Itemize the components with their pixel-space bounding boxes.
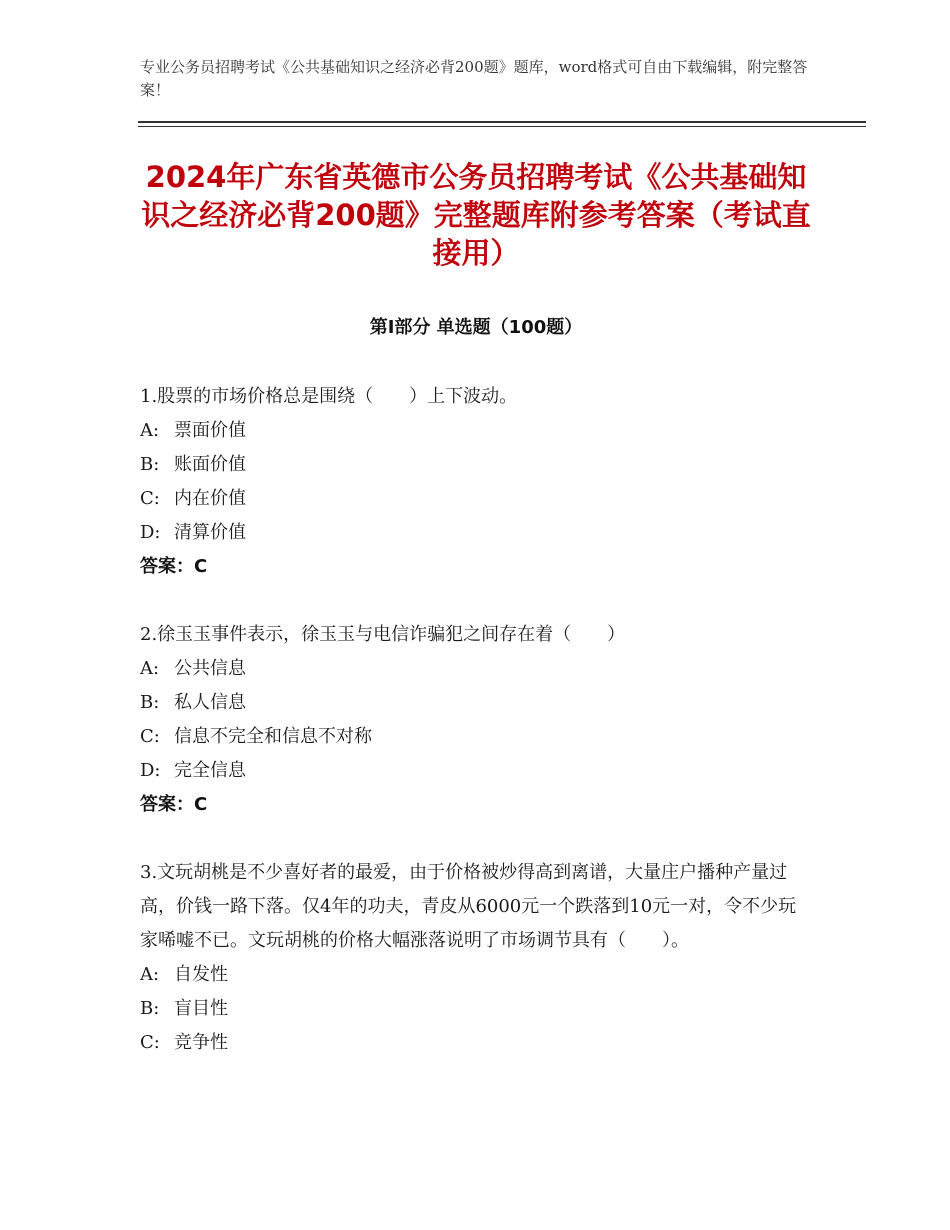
option-letter: A:: [140, 420, 160, 441]
option-letter: C:: [140, 1032, 160, 1053]
question-1: [140, 380, 812, 584]
option-letter: D:: [140, 522, 161, 543]
header-rule-thick: [138, 121, 866, 123]
option-b: [140, 686, 812, 720]
option-text: 完全信息: [174, 760, 246, 781]
header-note: 专业公务员招聘考试《公共基础知识之经济必背200题》题库，word格式可自由下载编辑，附完整答案！: [140, 58, 808, 99]
option-c: [140, 482, 812, 516]
option-text: 盲目性: [174, 998, 228, 1019]
option-letter: C:: [140, 726, 160, 747]
option-c: [140, 1026, 812, 1060]
option-letter: B:: [140, 998, 160, 1019]
header-rule-thin: [138, 126, 866, 127]
option-b: [140, 448, 812, 482]
answer: 答案：C: [140, 794, 208, 815]
option-text: 私人信息: [174, 692, 246, 713]
option-a: [140, 958, 812, 992]
option-c: [140, 720, 812, 754]
question-stem: 1.股票的市场价格总是围绕（ ）上下波动。: [140, 386, 518, 407]
option-text: 公共信息: [174, 658, 246, 679]
document-title: 2024年广东省英德市公务员招聘考试《公共基础知识之经济必背200题》完整题库附参考答案（考试直接用）: [141, 160, 811, 270]
option-d: [140, 516, 812, 550]
option-text: 自发性: [174, 964, 228, 985]
option-text: 票面价值: [174, 420, 246, 441]
option-a: [140, 652, 812, 686]
option-text: 账面价值: [174, 454, 246, 475]
option-a: [140, 414, 812, 448]
option-letter: C:: [140, 488, 160, 509]
option-b: [140, 992, 812, 1026]
option-text: 竞争性: [174, 1032, 228, 1053]
option-letter: B:: [140, 692, 160, 713]
option-letter: A:: [140, 964, 160, 985]
question-3: [140, 856, 812, 1060]
question-2: [140, 618, 812, 822]
option-d: [140, 754, 812, 788]
option-letter: A:: [140, 658, 160, 679]
option-text: 清算价值: [174, 522, 246, 543]
question-stem: 2.徐玉玉事件表示，徐玉玉与电信诈骗犯之间存在着（ ）: [140, 624, 626, 645]
question-stem: 3.文玩胡桃是不少喜好者的最爱，由于价格被炒得高到离谱，大量庄户播种产量过高，价钱一路下落。仅4年的功夫，青皮从6000元一个跌落到10元一对，令不少玩家唏嘘不已。文玩胡桃的价格大幅涨落说明了市场调节具有（ ）。: [140, 862, 797, 951]
section-heading: 第Ⅰ部分 单选题（100题）: [369, 317, 583, 338]
option-letter: B:: [140, 454, 160, 475]
option-letter: D:: [140, 760, 161, 781]
option-text: 内在价值: [174, 488, 246, 509]
answer: 答案：C: [140, 556, 208, 577]
option-text: 信息不完全和信息不对称: [174, 726, 372, 747]
